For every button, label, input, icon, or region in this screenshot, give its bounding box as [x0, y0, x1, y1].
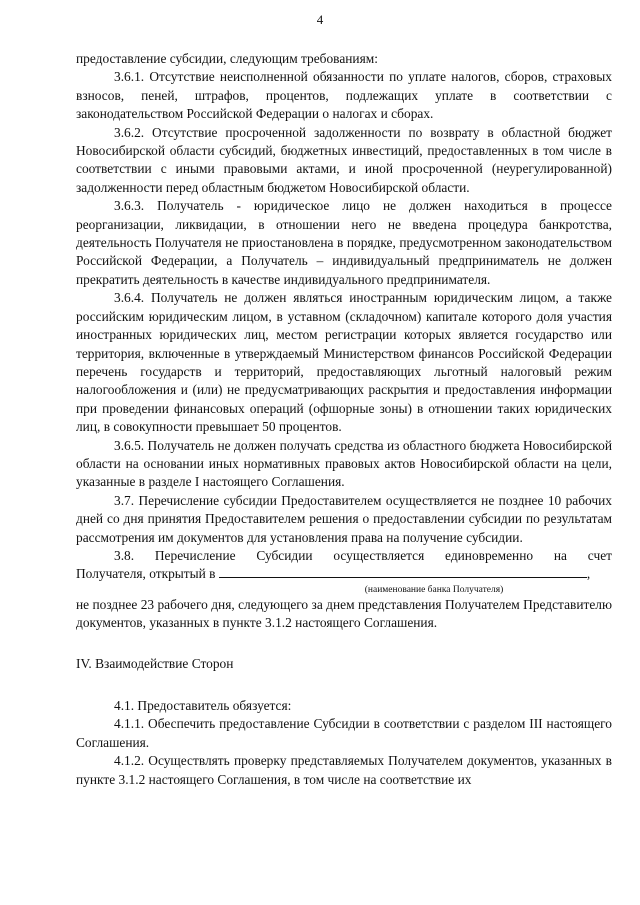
paragraph-3-8-line-1: 3.8. Перечисление Субсидии осуществляется единовременно на счет: [114, 547, 612, 563]
paragraph-3-7: 3.7. Перечисление субсидии Предоставителем осуществляется не позднее 10 рабочих дней со дня принятия Предоставителем решения о предоставлении субсидии по результатам рассмотрения им документов для установления права на получение субсидии.: [76, 492, 612, 545]
paragraph-3-6-1: 3.6.1. Отсутствие неисполненной обязанности по уплате налогов, сборов, страховых взносов, пеней, штрафов, процентов, подлежащих уплате в соответствии с законодательством Российской Федерации о налогах и сборах.: [76, 69, 612, 122]
document-body: [76, 50, 612, 789]
paragraph-4-1: 4.1. Предоставитель обязуется:: [114, 698, 292, 713]
paragraph-4-1-1: 4.1.1. Обеспечить предоставление Субсидии в соответствии с разделом III настоящего Соглашения.: [76, 716, 612, 750]
paragraph-3-8-line-2: [76, 565, 612, 583]
paragraph-3-6-2: 3.6.2. Отсутствие просроченной задолженности по возврату в областной бюджет Новосибирской области субсидий, бюджетных инвестиций, предоставленных в том числе в соответствии с иными правовыми актами, и иной просроченной (неурегулированной) задолженности перед областным бюджетом Новосибирской области.: [76, 124, 612, 195]
bank-name-blank-line: [219, 565, 587, 578]
paragraph-3-6-3: 3.6.3. Получатель - юридическое лицо не должен находиться в процессе реорганизации, ликвидации, в отношении него не введена процедура банкротства, деятельность Получателя не приостановлена в порядке, предусмотренном законодательством Российской Федерации, а Получатель – индивидуальный предприниматель не должен прекратить деятельность в качестве индивидуального предпринимателя.: [76, 198, 612, 287]
bank-name-hint: (наименование банка Получателя): [364, 584, 504, 595]
page-number: 4: [316, 12, 324, 27]
section-title: IV. Взаимодействие Сторон: [76, 655, 234, 671]
paragraph-3-8-continuation: не позднее 23 рабочего дня, следующего за днем представления Получателем Представителю документов, указанных в пункте 3.1.2 настоящего Соглашения.: [76, 596, 612, 631]
paragraph-3-6-5: 3.6.5. Получатель не должен получать средства из областного бюджета Новосибирской области на основании иных нормативных правовых актов Новосибирской области на цели, указанные в разделе I настоящего Соглашения.: [76, 437, 612, 490]
paragraph-intro: предоставление субсидии, следующим требованиям:: [76, 51, 378, 66]
paragraph-3-6-4: 3.6.4. Получатель не должен являться иностранным юридическим лицом, а также российским юридическим лицом, в уставном (складочном) капитале которого доля участия иностранных юридических лиц, местом регистрации которых является государство или территория, включенные в утверждаемый Министерством финансов Российской Федерации перечень государств и территорий, предоставляющих льготный налоговый режим налогообложения и (или) не предусматривающих раскрытия и предоставления информации при проведении финансовых операций (офшорные зоны) в отношении таких юридических лиц, в совокупности превышает 50 процентов.: [76, 290, 612, 435]
account-opened-in-label: Получателя, открытый в: [76, 566, 216, 582]
comma: ,: [586, 566, 591, 582]
paragraph-4-1-2: 4.1.2. Осуществлять проверку представляемых Получателем документов, указанных в пункте 3.1.2 настоящего Соглашения, в том числе на соответствие их: [76, 753, 612, 787]
